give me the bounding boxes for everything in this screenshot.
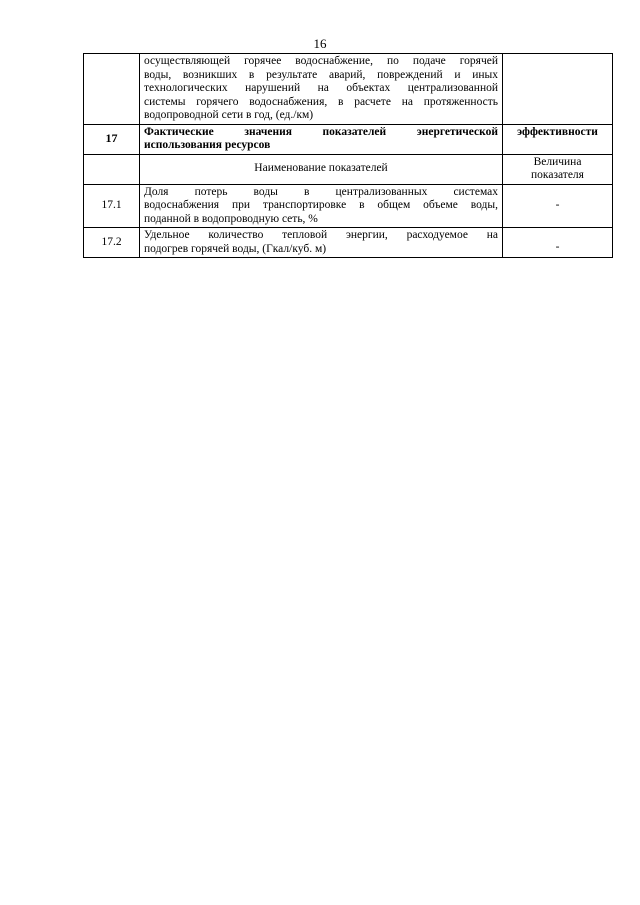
row-text-cell	[140, 54, 503, 125]
section-heading-row	[84, 124, 613, 154]
section-title-overflow: эффективности	[503, 124, 613, 154]
header-value-line: показателя	[531, 169, 584, 181]
section-number: 17	[84, 124, 140, 154]
section-title-word: Фактические	[144, 125, 214, 138]
text-line: подогрев горячей воды, (Гкал/куб. м)	[144, 242, 327, 255]
header-name: Наименование показателей	[140, 154, 503, 184]
section-title-word: значения	[244, 125, 292, 138]
indicators-table	[83, 53, 613, 258]
header-number-cell	[84, 154, 140, 184]
table-row	[84, 228, 613, 258]
text-line: Доля потерь воды в централизованных системах	[144, 185, 498, 198]
section-title-cell	[140, 124, 503, 154]
text-line: поданной в водопроводную сеть, %	[144, 212, 318, 225]
text-line: водоснабжения при транспортировке в общем объеме воды,	[144, 199, 498, 211]
text-line: Удельное количество тепловой энергии, расходуемое на	[144, 229, 498, 241]
section-title-line2: использования ресурсов	[144, 139, 271, 151]
text-line: воды, возникших в результате аварий, повреждений и иных	[144, 68, 498, 81]
row-value-cell	[503, 54, 613, 125]
text-line: технологических нарушений на объектах централизованной	[144, 82, 498, 94]
row-text-cell	[140, 228, 503, 258]
column-header-row	[84, 154, 613, 184]
section-title-word: энергетической	[416, 125, 498, 138]
row-value: -	[503, 184, 613, 228]
row-number-cell	[84, 54, 140, 125]
row-number: 17.1	[84, 184, 140, 228]
row-value: -	[503, 228, 613, 258]
table-row-continuation	[84, 54, 613, 125]
header-value-cell	[503, 154, 613, 184]
section-title-word: показателей	[322, 125, 387, 138]
row-number: 17.2	[84, 228, 140, 258]
table-row	[84, 184, 613, 228]
row-text-cell	[140, 184, 503, 228]
page-number: 16	[313, 36, 327, 51]
text-line: осуществляющей горячее водоснабжение, по подаче горячей	[144, 55, 498, 67]
text-line: водопроводной сети в год, (ед./км)	[144, 109, 314, 121]
header-value-line: Величина	[533, 155, 582, 168]
text-line: системы горячего водоснабжения, в расчете на протяженность	[144, 95, 498, 108]
